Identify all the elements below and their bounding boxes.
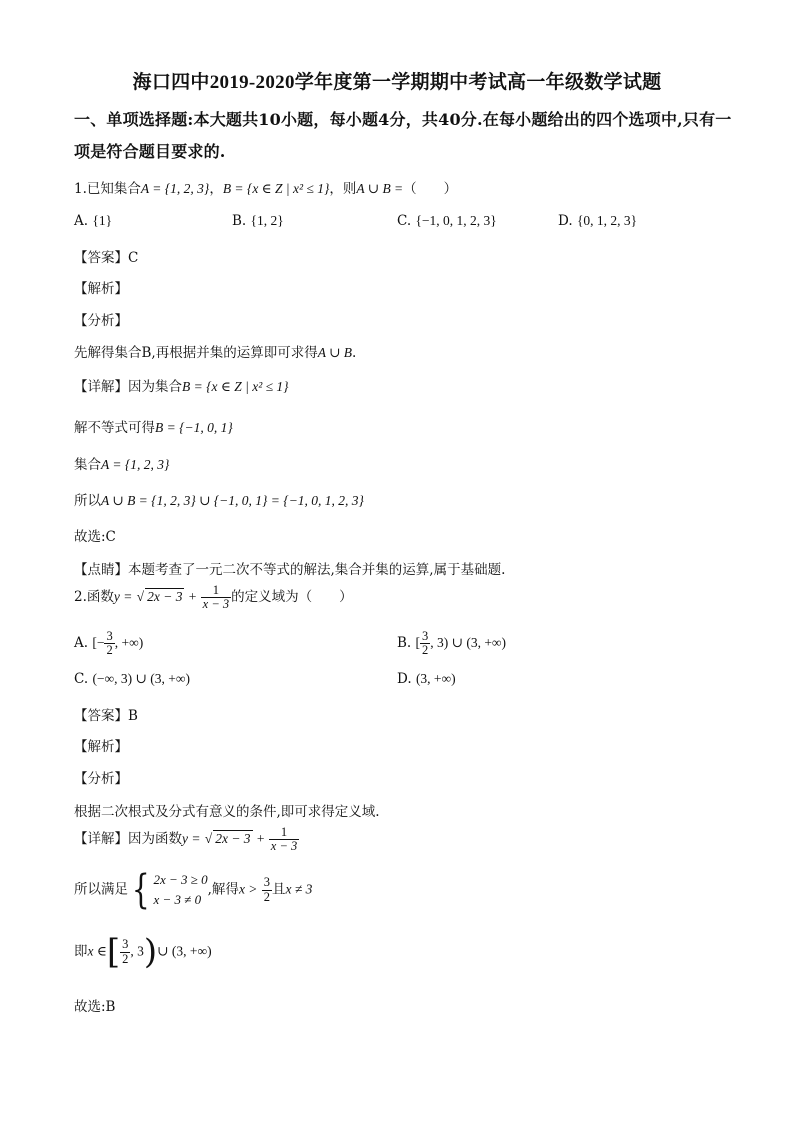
section-heading-line2: 项是符合题目要求的. [74,142,226,161]
q2-option-d: D. (3, +∞) [397,671,456,687]
q1-answer: 【答案】C [74,250,139,266]
q1-option-b: B. {1, 2} [232,213,284,229]
q1-set-a: A = {1, 2, 3} [140,181,210,196]
q2-fenxi-tag: 【分析】 [74,771,128,787]
q1-option-d: D. {0, 1, 2, 3} [558,213,638,229]
q1-stem-suffix: ，则 [329,181,357,197]
q1-comment: 【点睛】本题考查了一元二次不等式的解法,集合并集的运算,属于基础题. [74,562,506,578]
q2-option-c: C. (−∞, 3) ∪ (3, +∞) [74,671,190,687]
q2-fraction: $\frac{1}{x - 3}$ [202,583,230,612]
right-paren-icon: ) [143,932,158,972]
q1-fenxi-tag: 【分析】 [74,313,128,329]
left-bracket-icon: [ [106,932,121,972]
q1-stem [74,177,457,197]
q1-union: A ∪ B = [356,181,404,196]
q1-step2: 集合A = {1, 2, 3} [74,457,170,473]
q2-option-b: B. [ $\frac{3}{2}$ , 3) ∪ (3, +∞) [397,629,507,658]
q1-fenxi-text: 先解得集合B,再根据并集的运算即可求得A ∪ B. [74,345,357,361]
q1-option-c: C. {−1, 0, 1, 2, 3} [397,213,497,229]
q2-conclusion: 故选:B [74,999,116,1015]
q2-answer: 【答案】B [74,708,138,724]
q2-analysis-tag: 【解析】 [74,739,128,755]
q2-fenxi-text: 根据二次根式及分式有意义的条件,即可求得定义域. [74,804,380,820]
page-title: 海口四中2019-2020学年度第一学期期中考试高一年级数学试题 [132,72,662,93]
q2-ji: 即x ∈[ $\frac{3}{2}$ , 3)∪ (3, +∞) [74,932,212,972]
q1-paren: （ ） [403,181,458,197]
q2-stem: 2.函数y = √ 2x − 3 + $\frac{1}{x - 3}$ 的定义域为（ ） [74,583,353,612]
left-brace-icon: { [131,867,150,913]
q1-step1: 解不等式可得B = {−1, 0, 1} [74,420,233,436]
q1-set-b: B = {x ∈ Z | x² ≤ 1} [222,181,330,196]
q1-step3: 所以A ∪ B = {1, 2, 3} ∪ {−1, 0, 1} = {−1, 0, 1, 2, 3} [74,493,364,509]
q2-option-a: A. [− $\frac{3}{2}$ , +∞) [74,629,144,658]
q1-analysis-tag: 【解析】 [74,281,128,297]
q1-stem-prefix: 1.已知集合 [74,181,141,197]
q1-detail: 【详解】因为集合B = {x ∈ Z | x² ≤ 1} [74,379,289,395]
q2-system: 所以满足{ 2x − 3 ≥ 0 x − 3 ≠ 0 ,解得x > $\frac{3}{2}$ 且x ≠ 3 [74,867,313,913]
q1-conclusion: 故选:C [74,529,116,545]
q2-answer-value: B [128,708,138,724]
q2-detail: 【详解】因为函数y = √ 2x − 3 + $\frac{1}{x - 3}$ [74,825,298,854]
q2-radicand: 2x − 3 [147,589,183,605]
q1-option-a: A. {1} [74,213,113,229]
section-heading-line1: 一、单项选择题:本大题共10小题，每小题4分，共40分.在每小题给出的四个选项中,只有一 [74,110,732,129]
q1-comma: ， [209,181,223,197]
q1-answer-value: C [128,250,139,266]
